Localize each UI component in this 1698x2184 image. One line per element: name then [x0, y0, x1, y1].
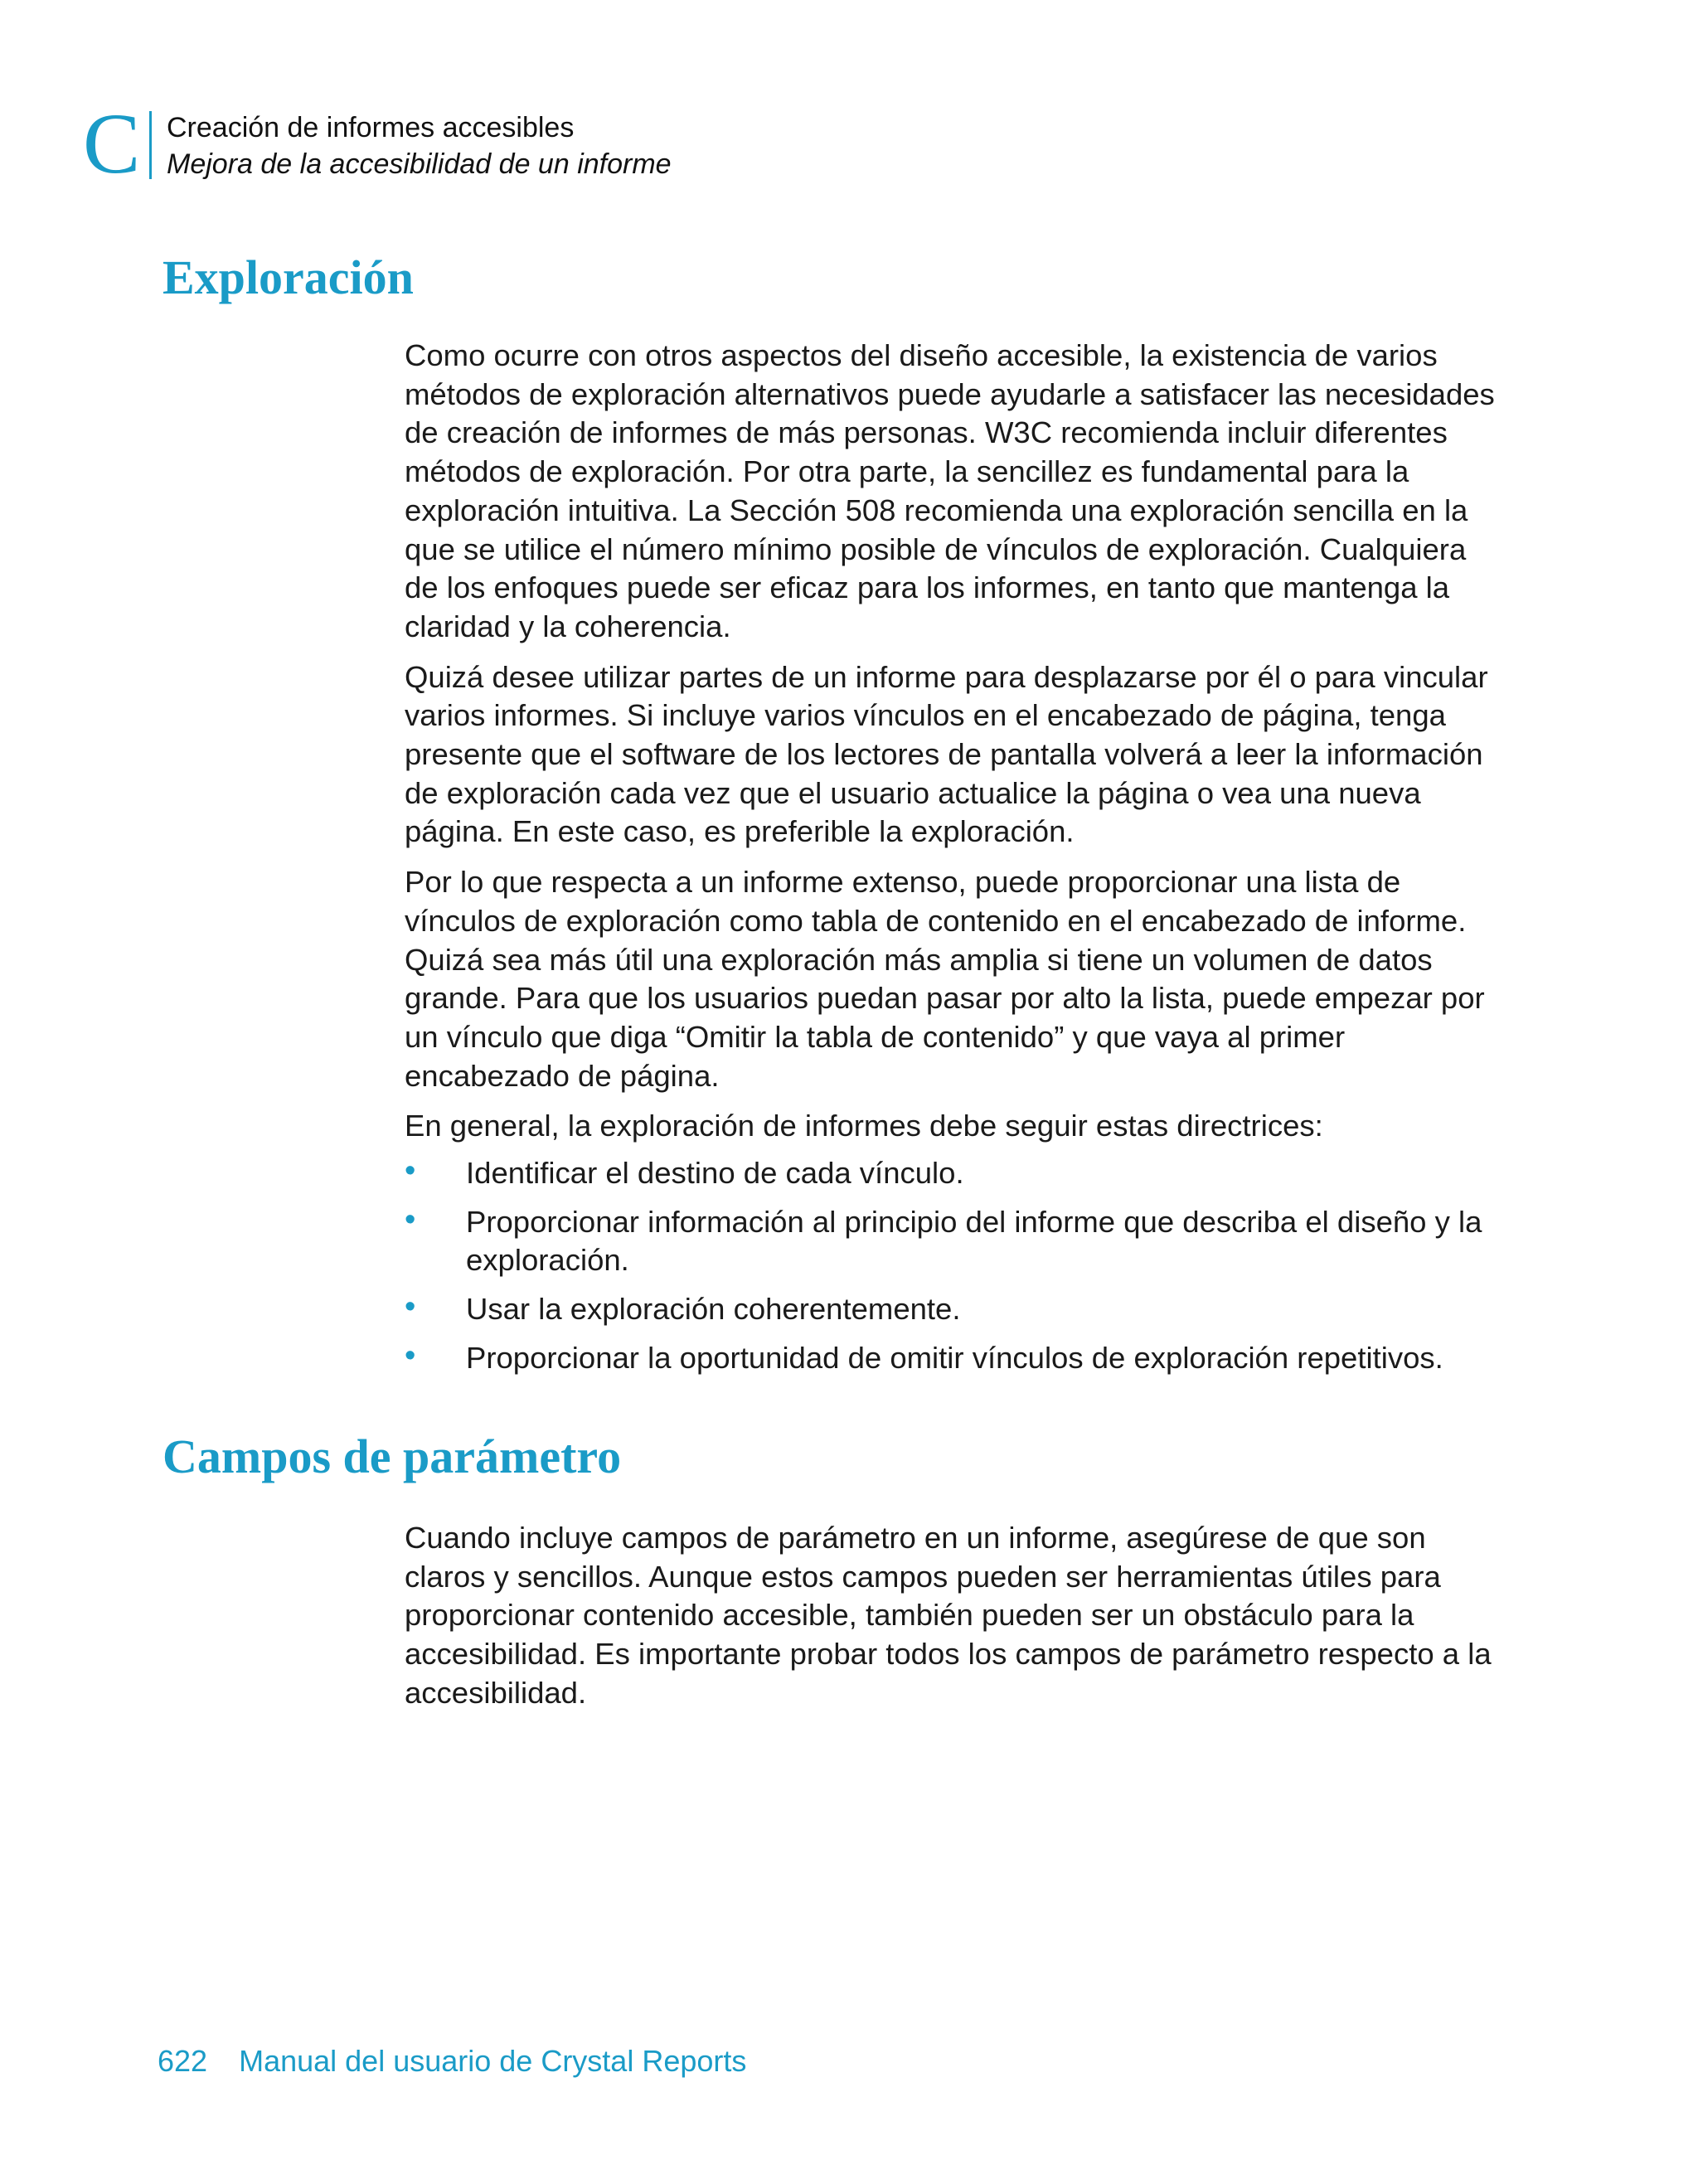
guidelines-list	[405, 1154, 1507, 1378]
page-number: 622	[158, 2044, 208, 2078]
section-heading-campos-de-parametro: Campos de parámetro	[163, 1429, 622, 1483]
list-item-text: Identificar el destino de cada vínculo.	[466, 1156, 964, 1191]
section-title: Mejora de la accesibilidad de un informe	[167, 148, 672, 180]
paragraph: Como ocurre con otros aspectos del diseño accesible, la existencia de varios métodos de exploración alternativos puede ayudarle a satisfacer las necesidades de creación de informes de más personas. W3C recomienda incluir diferentes métodos de exploración. Por otra parte, la sencillez es fundamental para la exploración intuitiva. La Sección 508 recomienda una exploración sencilla en la que se utilice el número mínimo posible de vínculos de exploración. Cualquiera de los enfoques puede ser eficaz para los informes, en tanto que mantenga la claridad y la coherencia.	[405, 338, 1495, 643]
list-item	[405, 1154, 1507, 1193]
list-item-text: Proporcionar información al principio del informe que describa el diseño y la exploración.	[466, 1204, 1482, 1278]
chapter-letter: C	[83, 109, 141, 179]
section-heading-exploracion: Exploración	[163, 250, 414, 304]
paragraph: Por lo que respecta a un informe extenso, puede proporcionar una lista de vínculos de exploración como tabla de contenido en el encabezado de informe. Quizá sea más útil una exploración más amplia si tiene un volumen de datos grande. Para que los usuarios puedan pasar por alto la lista, puede empezar por un vínculo que diga “Omitir la tabla de contenido” y que vaya al primer encabezado de página.	[405, 865, 1485, 1093]
bullet-icon: •	[405, 1153, 416, 1189]
chapter-title: Creación de informes accesibles	[167, 112, 575, 143]
section-body-campos-de-parametro	[405, 1519, 1507, 1725]
book-title: Manual del usuario de Crystal Reports	[239, 2044, 747, 2078]
bullet-icon: •	[405, 1337, 416, 1373]
list-item	[405, 1290, 1507, 1329]
paragraph: Cuando incluye campos de parámetro en un informe, asegúrese de que son claros y sencillos. Aunque estos campos pueden ser herramientas útiles para proporcionar contenido accesible, también pueden ser un obstáculo para la accesibilidad. Es importante probar todos los campos de parámetro respecto a la accesibilidad.	[405, 1521, 1492, 1710]
paragraph: Quizá desee utilizar partes de un informe para desplazarse por él o para vincular varios informes. Si incluye varios vínculos en el encabezado de página, tenga presente que el software de los lectores de pantalla volverá a leer la información de exploración cada vez que el usuario actualice la página o vea una nueva página. En este caso, es preferible la exploración.	[405, 659, 1488, 849]
bullet-icon: •	[405, 1201, 416, 1237]
bullet-icon: •	[405, 1289, 416, 1325]
header-text	[167, 109, 672, 182]
list-item	[405, 1203, 1507, 1280]
header-divider	[149, 111, 152, 179]
list-item	[405, 1339, 1507, 1378]
list-item-text: Proporcionar la oportunidad de omitir vínculos de exploración repetitivos.	[466, 1340, 1443, 1375]
page-footer	[158, 2043, 746, 2080]
section-body-exploracion	[405, 337, 1507, 1388]
running-header	[83, 109, 672, 182]
paragraph: En general, la exploración de informes debe seguir estas directrices:	[405, 1109, 1323, 1143]
list-item-text: Usar la exploración coherentemente.	[466, 1292, 961, 1327]
